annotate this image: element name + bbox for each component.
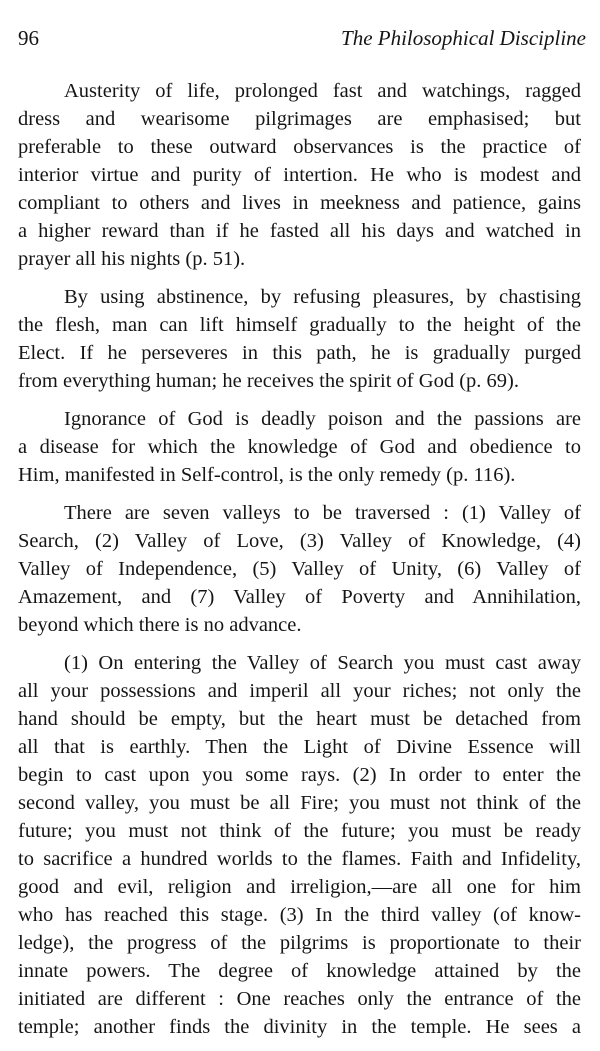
text-line: compliant to others and lives in meekness and patience, gains: [18, 192, 581, 214]
text-line: Elect. If he perseveres in this path, he is gradually purged: [18, 342, 581, 364]
text-line: prayer all his nights (p. 51).: [18, 248, 246, 270]
text-line: future; you must not think of the future; you must be ready: [18, 820, 581, 842]
paragraph: [18, 649, 581, 1041]
text-line: Search, (2) Valley of Love, (3) Valley of Knowledge, (4): [18, 530, 581, 552]
text-line: Austerity of life, prolonged fast and watchings, ragged: [64, 80, 581, 102]
paragraph: [18, 283, 581, 395]
text-line: temple; another finds the divinity in the temple. He sees a: [18, 1016, 581, 1038]
body-text: [18, 77, 581, 1051]
text-line: to sacrifice a hundred worlds to the flames. Faith and Infidelity,: [18, 848, 581, 870]
text-line: ledge), the progress of the pilgrims is proportionate to their: [18, 932, 581, 954]
text-line: (1) On entering the Valley of Search you must cast away: [64, 652, 581, 674]
text-line: dress and wearisome pilgrimages are emphasised; but: [18, 108, 581, 130]
text-line: good and evil, religion and irreligion,—are all one for him: [18, 876, 581, 898]
running-title: The Philosophical Discipline: [341, 26, 586, 50]
text-line: begin to cast upon you some rays. (2) In order to enter the: [18, 764, 581, 786]
text-line: the flesh, man can lift himself gradually to the height of the: [18, 314, 581, 336]
text-line: There are seven valleys to be traversed : (1) Valley of: [64, 502, 581, 524]
text-line: who has reached this stage. (3) In the third valley (of know-: [18, 904, 581, 926]
paragraph: [18, 77, 581, 273]
paragraph: [18, 499, 581, 639]
text-line: all your possessions and imperil all your riches; not only the: [18, 680, 581, 702]
running-header: [18, 26, 586, 54]
text-line: By using abstinence, by refusing pleasures, by chastising: [64, 286, 581, 308]
text-line: Him, manifested in Self-control, is the only remedy (p. 116).: [18, 464, 516, 486]
text-line: second valley, you must be all Fire; you must not think of the: [18, 792, 581, 814]
page-number: 96: [18, 26, 39, 50]
text-line: interior virtue and purity of intertion. He who is modest and: [18, 164, 581, 186]
text-line: preferable to these outward observances is the practice of: [18, 136, 581, 158]
text-line: Valley of Independence, (5) Valley of Unity, (6) Valley of: [18, 558, 581, 580]
text-line: a higher reward than if he fasted all his days and watched in: [18, 220, 581, 242]
text-line: all that is earthly. Then the Light of Divine Essence will: [18, 736, 581, 758]
text-line: hand should be empty, but the heart must be detached from: [18, 708, 581, 730]
text-line: a disease for which the knowledge of God and obedience to: [18, 436, 581, 458]
text-line: initiated are different : One reaches only the entrance of the: [18, 988, 581, 1010]
text-line: innate powers. The degree of knowledge attained by the: [18, 960, 581, 982]
text-line: Amazement, and (7) Valley of Poverty and Annihilation,: [18, 586, 581, 608]
text-line: beyond which there is no advance.: [18, 614, 302, 636]
paragraph: [18, 405, 581, 489]
text-line: Ignorance of God is deadly poison and the passions are: [64, 408, 581, 430]
text-line: from everything human; he receives the spirit of God (p. 69).: [18, 370, 519, 392]
